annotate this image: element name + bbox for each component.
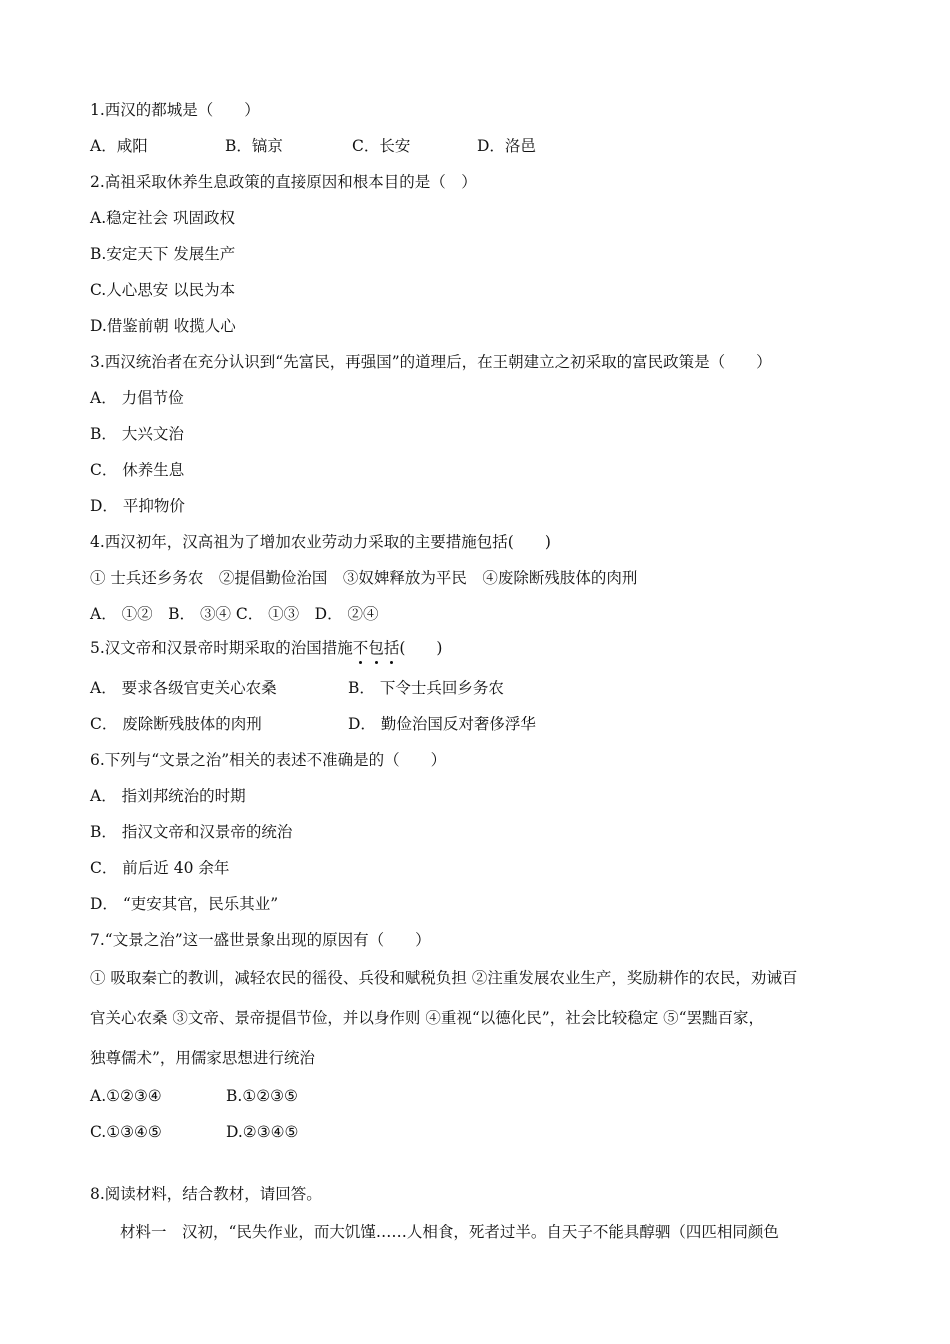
q1-option-b: B．镐京 [225,137,283,155]
q5-option-b: B． 下令士兵回乡务农 [348,679,504,697]
q3-option-c: C． 休养生息 [90,461,185,479]
question-8: 8.阅读材料，结合教材，请回答。 [90,1185,322,1203]
question-7: 7.“文景之治”这一盛世景象出现的原因有（ ） [90,931,431,949]
q2-option-c: C.人心思安 以民为本 [90,281,236,299]
q5-emphasis-char-1: 不 [352,639,369,657]
q6-option-d: D． “吏安其官，民乐其业” [90,895,279,913]
q1-option-c: C．长安 [352,137,411,155]
question-5 [90,638,442,658]
q7-option-b: B.①②③⑤ [226,1087,298,1105]
q3-option-a: A． 力倡节俭 [90,389,184,407]
question-6: 6.下列与“文景之治”相关的表述不准确是的（ ） [90,751,447,769]
question-1: 1.西汉的都城是（ ） [90,101,260,119]
q1-option-a: A．咸阳 [90,137,148,155]
q3-option-b: B． 大兴文治 [90,425,184,443]
q5-option-d: D． 勤俭治国反对奢侈浮华 [348,715,536,733]
q7-option-d: D.②③④⑤ [226,1123,299,1141]
q6-option-b: B． 指汉文帝和汉景帝的统治 [90,823,293,841]
q1-option-d: D．洛邑 [477,137,536,155]
q5-text-pre: 5.汉文帝和汉景帝时期采取的治国措施 [90,639,353,657]
question-4: 4.西汉初年，汉高祖为了增加农业劳动力采取的主要措施包括( ) [90,533,551,551]
q4-statements: ① 士兵还乡务农 ②提倡勤俭治国 ③奴婢释放为平民 ④废除断残肢体的肉刑 [90,569,638,587]
q7-statements-line-3: 独尊儒术”，用儒家思想进行统治 [90,1049,315,1067]
q5-option-c: C． 废除断残肢体的肉刑 [90,715,262,733]
q7-option-a: A.①②③④ [90,1087,162,1105]
q7-statements-line-1: ① 吸取秦亡的教训，减轻农民的徭役、兵役和赋税负担 ②注重发展农业生产，奖励耕作的农民，劝诫百 [90,969,798,987]
q5-text-post: ( ) [399,639,443,657]
q5-emphasis-char-3: 括 [383,639,400,657]
q3-option-d: D． 平抑物价 [90,497,185,515]
q5-option-a: A． 要求各级官吏关心农桑 [90,679,277,697]
q7-statements-line-2: 官关心农桑 ③文帝、景帝提倡节俭，并以身作则 ④重视“以德化民”，社会比较稳定 ⑤“罢黜百家， [90,1009,765,1027]
q2-option-a: A.稳定社会 巩固政权 [90,209,236,227]
q2-option-b: B.安定天下 发展生产 [90,245,236,263]
question-2: 2.高祖采取休养生息政策的直接原因和根本目的是（ ） [90,173,477,191]
q7-option-c: C.①③④⑤ [90,1123,162,1141]
question-3: 3.西汉统治者在充分认识到“先富民，再强国”的道理后，在王朝建立之初采取的富民政策是（ ） [90,353,772,371]
q5-emphasis-char-2: 包 [368,639,384,657]
q2-option-d: D.借鉴前朝 收揽人心 [90,317,236,335]
q6-option-c: C． 前后近 40 余年 [90,859,230,877]
q8-material-1: 材料一 汉初，“民失作业，而大饥馑……人相食，死者过半。自天子不能具醇驷（四匹相同颜色 [120,1223,779,1241]
q6-option-a: A． 指刘邦统治的时期 [90,787,246,805]
q4-options: A． ①② B． ③④ C． ①③ D． ②④ [90,605,379,623]
